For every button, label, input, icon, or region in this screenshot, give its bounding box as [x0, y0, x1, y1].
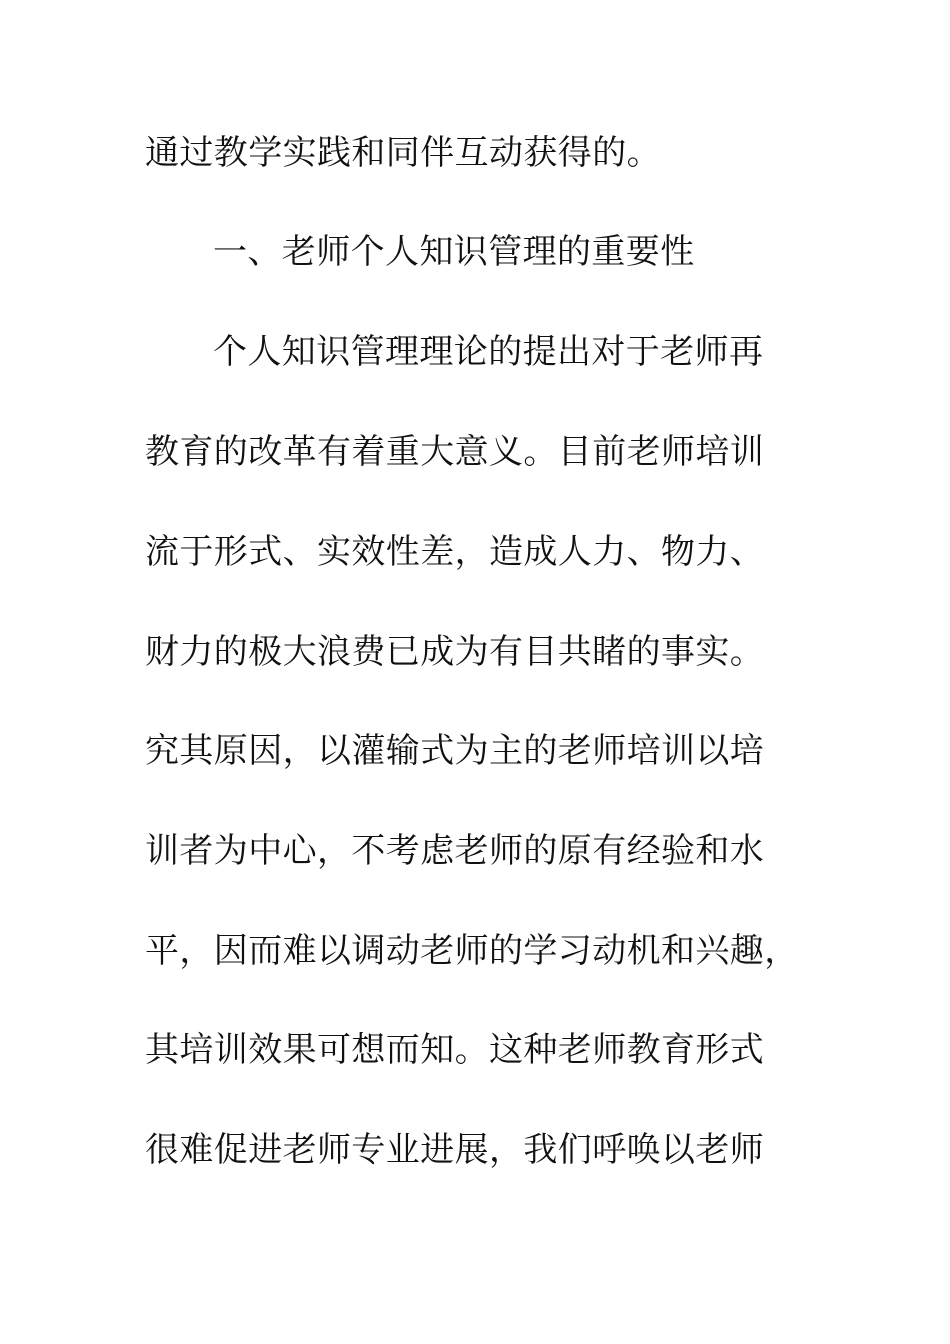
paragraph-first-line: 个人知识管理理论的提出对于老师再 [213, 332, 764, 372]
text-line: 平，因而难以调动老师的学习动机和兴趣， [145, 931, 799, 971]
text-line: 通过教学实践和同伴互动获得的。 [145, 133, 661, 173]
text-line: 其培训效果可想而知。这种老师教育形式 [145, 1030, 765, 1070]
text-line: 财力的极大浪费已成为有目共睹的事实。 [145, 632, 765, 672]
text-line: 究其原因，以灌输式为主的老师培训以培 [145, 731, 765, 771]
text-line: 教育的改革有着重大意义。目前老师培训 [145, 432, 765, 472]
text-line: 训者为中心，不考虑老师的原有经验和水 [145, 831, 765, 871]
section-heading: 一、老师个人知识管理的重要性 [213, 232, 695, 272]
text-line: 流于形式、实效性差，造成人力、物力、 [145, 532, 765, 572]
text-line: 很难促进老师专业进展，我们呼唤以老师 [145, 1130, 765, 1170]
